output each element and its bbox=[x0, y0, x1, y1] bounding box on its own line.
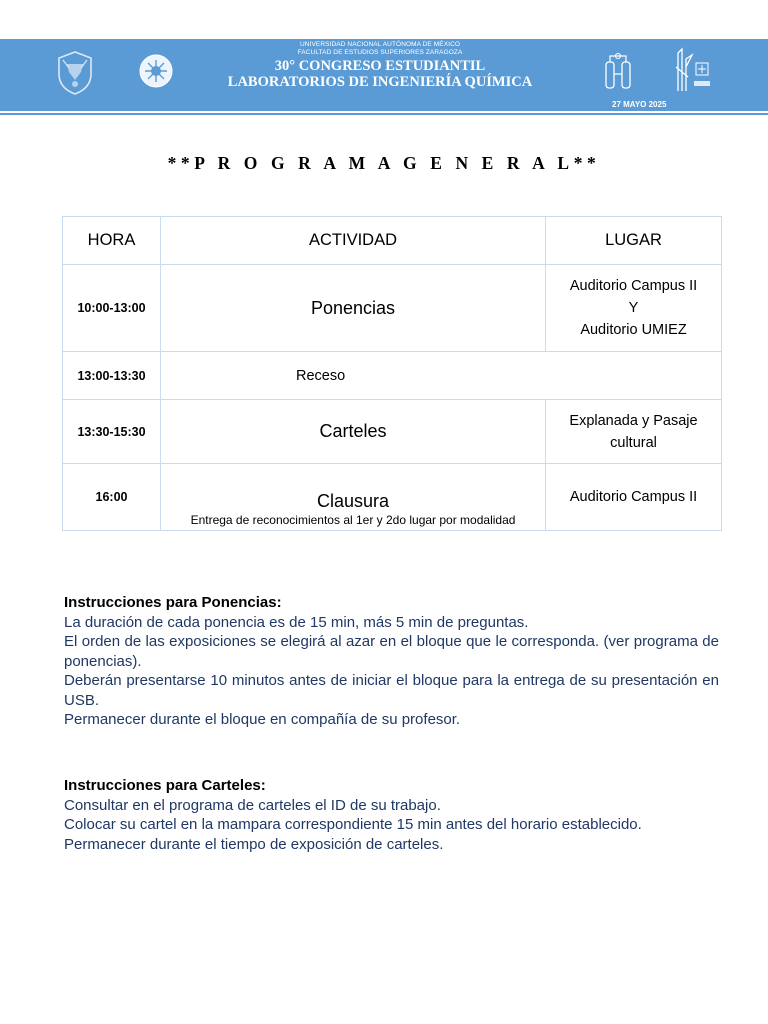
chemical-lab-logo-icon bbox=[603, 52, 633, 94]
lugar-line: Y bbox=[628, 300, 639, 316]
instruction-line: Colocar su cartel en la mampara correspondiente 15 min antes del horario establecido. bbox=[64, 816, 642, 833]
instruction-line: Consultar en el programa de carteles el ID de su trabajo. bbox=[64, 796, 441, 814]
cell-actividad: Receso bbox=[161, 352, 722, 400]
header-text bbox=[180, 41, 580, 90]
lugar-line: Auditorio UMIEZ bbox=[580, 322, 687, 338]
instruction-line: Permanecer durante el tiempo de exposición de carteles. bbox=[64, 835, 444, 853]
carteles-instructions bbox=[64, 776, 719, 854]
instruction-line: Deberán presentarse 10 minutos antes de iniciar el bloque para la entrega de su presentación en USB. bbox=[64, 672, 719, 709]
lugar-line: Auditorio Campus II bbox=[569, 489, 698, 505]
faculty-name: FACULTAD DE ESTUDIOS SUPERIORES ZARAGOZA bbox=[297, 49, 463, 56]
table-row bbox=[63, 400, 722, 464]
column-header-actividad: ACTIVIDAD bbox=[161, 217, 546, 265]
ponencias-instructions bbox=[64, 593, 719, 730]
actividad-title: Clausura bbox=[316, 491, 390, 511]
column-header-hora: HORA bbox=[63, 217, 161, 265]
fes-zaragoza-logo-icon bbox=[138, 53, 174, 89]
fes-plant-logo-icon bbox=[672, 47, 712, 93]
lugar-line: cultural bbox=[610, 434, 657, 451]
column-header-lugar: LUGAR bbox=[546, 217, 722, 265]
cell-hora: 16:00 bbox=[63, 464, 161, 531]
event-date: 27 MAYO 2025 bbox=[612, 100, 667, 109]
ponencias-heading: Instrucciones para Ponencias: bbox=[64, 594, 282, 611]
cell-hora: 13:30-15:30 bbox=[63, 400, 161, 464]
instruction-line: Permanecer durante el bloque en compañía de su profesor. bbox=[64, 711, 461, 728]
unam-seal-icon bbox=[55, 50, 95, 96]
congress-subtitle: LABORATORIOS DE INGENIERÍA QUÍMICA bbox=[227, 74, 533, 90]
lugar-line: Auditorio Campus II bbox=[569, 278, 698, 294]
cell-lugar bbox=[546, 464, 722, 531]
cell-actividad bbox=[161, 464, 546, 531]
instruction-line: La duración de cada ponencia es de 15 min, más 5 min de preguntas. bbox=[64, 613, 529, 631]
cell-lugar bbox=[546, 400, 722, 464]
lugar-line: Explanada y Pasaje bbox=[569, 412, 698, 429]
header-divider bbox=[0, 113, 768, 115]
cell-actividad: Ponencias bbox=[161, 265, 546, 352]
program-table bbox=[62, 216, 722, 531]
cell-lugar bbox=[546, 265, 722, 352]
table-row bbox=[63, 352, 722, 400]
instruction-line: El orden de las exposiciones se elegirá al azar en el bloque que le corresponda. (ver programa de ponencias). bbox=[64, 633, 719, 670]
congress-title: 30° CONGRESO ESTUDIANTIL bbox=[274, 58, 486, 74]
table-row bbox=[63, 265, 722, 352]
cell-actividad: Carteles bbox=[161, 400, 546, 464]
cell-hora: 10:00-13:00 bbox=[63, 265, 161, 352]
table-row bbox=[63, 464, 722, 531]
university-name: UNIVERSIDAD NACIONAL AUTÓNOMA DE MÉXICO bbox=[299, 41, 461, 48]
cell-hora: 13:00-13:30 bbox=[63, 352, 161, 400]
table-header-row bbox=[63, 217, 722, 265]
page-title: **P R O G R A M A G E N E R A L** bbox=[167, 153, 601, 173]
carteles-heading: Instrucciones para Carteles: bbox=[64, 777, 266, 794]
actividad-subtitle: Entrega de reconocimientos al 1er y 2do lugar por modalidad bbox=[190, 513, 516, 527]
